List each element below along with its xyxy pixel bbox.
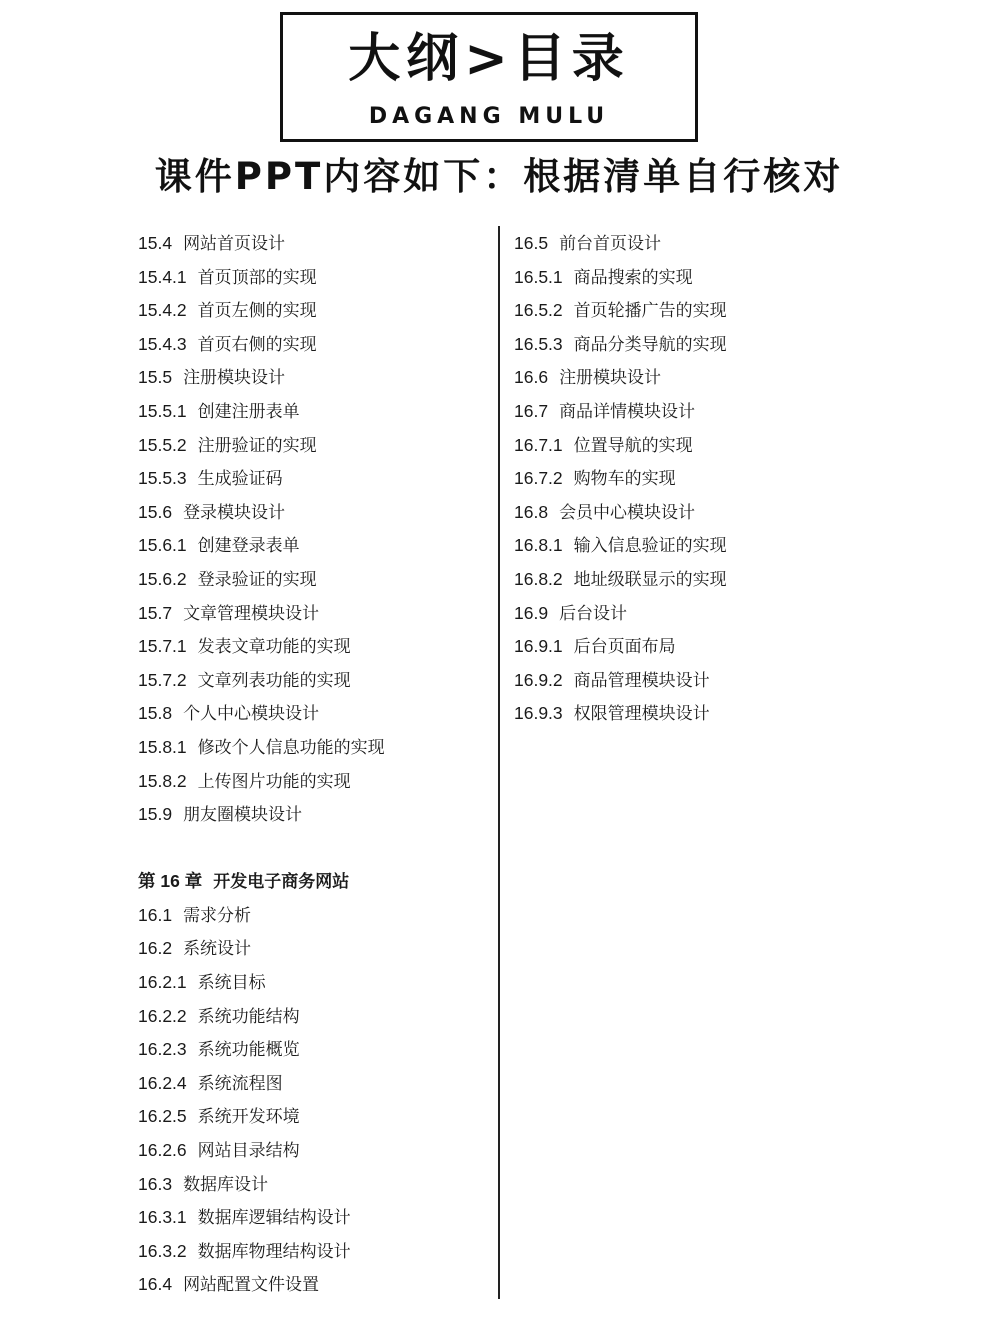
toc-entry-title: 系统功能结构 bbox=[197, 1006, 300, 1027]
toc-entry-number: 15.4.1 bbox=[138, 266, 187, 287]
toc-entry-number: 15.7.1 bbox=[138, 636, 187, 657]
toc-entry bbox=[138, 932, 493, 966]
toc-entry-number: 15.6 bbox=[138, 501, 173, 522]
toc-entry bbox=[138, 697, 493, 731]
toc-entry-title: 购物车的实现 bbox=[573, 469, 676, 490]
toc-entry-title: 系统设计 bbox=[183, 939, 252, 960]
toc-entry bbox=[514, 563, 954, 597]
page-title-pinyin: DAGANG MULU bbox=[368, 104, 610, 129]
toc-entry bbox=[138, 765, 493, 799]
toc-entry-title: 注册模块设计 bbox=[183, 368, 286, 389]
toc-entry-number: 15.7 bbox=[138, 602, 173, 623]
toc-entry-number: 16.3.2 bbox=[138, 1240, 187, 1261]
page-subtitle: 课件PPT内容如下：根据清单自行核对 bbox=[154, 155, 844, 198]
toc-entry-number: 15.9 bbox=[138, 804, 173, 825]
toc-entry-number: 16.9.2 bbox=[514, 669, 563, 690]
toc-entry-title: 商品管理模块设计 bbox=[573, 670, 710, 691]
toc-entry bbox=[514, 395, 954, 429]
toc-entry-title: 首页轮播广告的实现 bbox=[573, 301, 727, 322]
toc-entry-title: 数据库逻辑结构设计 bbox=[197, 1208, 351, 1229]
toc-entry bbox=[138, 496, 493, 530]
toc-entry-number: 15.8.1 bbox=[138, 736, 187, 757]
toc-chapter-title: 开发电子商务网站 bbox=[213, 872, 350, 893]
toc-entry-title: 个人中心模块设计 bbox=[183, 704, 320, 725]
toc-entry-number: 15.6.1 bbox=[138, 535, 187, 556]
toc-left-column bbox=[138, 227, 493, 1302]
toc-entry-number: 16.5.2 bbox=[514, 300, 563, 321]
toc-entry-title: 位置导航的实现 bbox=[573, 435, 693, 456]
toc-entry-title: 商品搜索的实现 bbox=[573, 267, 693, 288]
toc-entry bbox=[514, 227, 954, 261]
toc-entry bbox=[138, 462, 493, 496]
toc-entry-title: 前台首页设计 bbox=[559, 234, 662, 254]
toc-entry-title: 后台设计 bbox=[559, 603, 628, 624]
toc-entry-number: 15.8.2 bbox=[138, 770, 187, 791]
toc-entry-number: 16.5 bbox=[514, 233, 549, 253]
toc-entry-title: 地址级联显示的实现 bbox=[573, 569, 727, 590]
toc-entry-number: 16.2.5 bbox=[138, 1106, 187, 1127]
toc-entry-number: 15.8 bbox=[138, 703, 173, 724]
toc-entry-title: 注册验证的实现 bbox=[197, 435, 317, 456]
toc-entry-title: 数据库物理结构设计 bbox=[197, 1241, 351, 1262]
toc-entry-title: 文章管理模块设计 bbox=[183, 603, 320, 624]
toc-chapter-number: 第 16 章 bbox=[138, 871, 203, 892]
toc-entry bbox=[138, 664, 493, 698]
toc-entry-number: 15.4.3 bbox=[138, 333, 187, 354]
toc-entry-number: 16.9.1 bbox=[514, 636, 563, 657]
toc-entry-number: 15.5.1 bbox=[138, 400, 187, 421]
toc-entry-title: 登录模块设计 bbox=[183, 502, 286, 523]
toc-entry-number: 16.2.6 bbox=[138, 1140, 187, 1161]
toc-entry bbox=[138, 899, 493, 933]
toc-entry-title: 系统目标 bbox=[197, 973, 266, 994]
toc-entry bbox=[514, 361, 954, 395]
toc-entry-title: 文章列表功能的实现 bbox=[197, 670, 351, 691]
toc-entry-number: 16.2.1 bbox=[138, 972, 187, 993]
toc-entry bbox=[138, 1000, 493, 1034]
title-box bbox=[280, 12, 698, 142]
toc-entry-number: 15.5 bbox=[138, 367, 173, 388]
page-title: 大纲>目录 bbox=[348, 29, 630, 89]
toc-entry-number: 15.5.2 bbox=[138, 434, 187, 455]
toc-entry bbox=[138, 395, 493, 429]
toc-entry bbox=[138, 1067, 493, 1101]
toc-entry-number: 16.2.2 bbox=[138, 1005, 187, 1026]
toc-entry-title: 网站目录结构 bbox=[197, 1141, 300, 1162]
toc-entry-title: 后台页面布局 bbox=[573, 637, 676, 658]
toc-entry-title: 系统开发环境 bbox=[197, 1107, 300, 1128]
toc-entry-title: 上传图片功能的实现 bbox=[197, 771, 351, 792]
toc-entry bbox=[138, 261, 493, 295]
toc-entry bbox=[138, 429, 493, 463]
toc-entry-title: 系统功能概览 bbox=[197, 1040, 300, 1061]
toc-entry bbox=[138, 1201, 493, 1235]
toc-entry-title: 需求分析 bbox=[183, 905, 252, 926]
toc-right-column bbox=[514, 227, 954, 731]
toc-entry-number: 16.2.3 bbox=[138, 1039, 187, 1060]
toc-entry-number: 16.9.3 bbox=[514, 703, 563, 724]
toc-entry bbox=[514, 529, 954, 563]
toc-entry-title: 创建注册表单 bbox=[197, 401, 300, 422]
toc-entry bbox=[514, 462, 954, 496]
toc-entry-title: 发表文章功能的实现 bbox=[197, 637, 351, 658]
toc-entry-title: 首页顶部的实现 bbox=[197, 267, 317, 288]
toc-entry-number: 16.4 bbox=[138, 1274, 173, 1295]
toc-entry-number: 16.8.1 bbox=[514, 535, 563, 556]
toc-entry-title: 创建登录表单 bbox=[197, 536, 300, 557]
toc-entry bbox=[514, 664, 954, 698]
toc-entry bbox=[138, 1134, 493, 1168]
toc-entry bbox=[514, 261, 954, 295]
toc-entry-title: 系统流程图 bbox=[197, 1073, 283, 1094]
toc-entry-number: 16.9 bbox=[514, 602, 549, 623]
toc-entry-title: 商品详情模块设计 bbox=[559, 401, 696, 422]
column-divider bbox=[498, 226, 500, 1299]
toc-entry-title: 商品分类导航的实现 bbox=[573, 334, 727, 355]
toc-entry-title: 首页左侧的实现 bbox=[197, 301, 317, 322]
toc-entry bbox=[138, 529, 493, 563]
toc-entry-number: 16.1 bbox=[138, 904, 173, 925]
toc-spacer bbox=[138, 832, 493, 866]
toc-entry-number: 16.7.2 bbox=[514, 468, 563, 489]
toc-entry-title: 首页右侧的实现 bbox=[197, 334, 317, 355]
toc-entry-number: 16.7.1 bbox=[514, 434, 563, 455]
toc-entry-number: 16.6 bbox=[514, 367, 549, 388]
toc-entry-number: 16.2 bbox=[138, 938, 173, 959]
toc-entry bbox=[138, 227, 493, 261]
toc-entry-title: 输入信息验证的实现 bbox=[573, 536, 727, 557]
toc-entry-title: 网站配置文件设置 bbox=[183, 1275, 320, 1296]
toc-entry-number: 16.5.3 bbox=[514, 333, 563, 354]
toc-entry bbox=[514, 630, 954, 664]
toc-entry-number: 15.4.2 bbox=[138, 300, 187, 321]
toc-entry bbox=[138, 630, 493, 664]
toc-chapter-heading bbox=[138, 865, 493, 899]
toc-entry-number: 16.8 bbox=[514, 501, 549, 522]
toc-entry-number: 16.2.4 bbox=[138, 1072, 187, 1093]
toc-entry bbox=[514, 328, 954, 362]
toc-entry-number: 16.3.1 bbox=[138, 1207, 187, 1228]
toc-entry-number: 16.8.2 bbox=[514, 568, 563, 589]
toc-entry-title: 登录验证的实现 bbox=[197, 569, 317, 590]
toc-entry bbox=[138, 966, 493, 1000]
toc-entry-title: 数据库设计 bbox=[183, 1174, 269, 1195]
toc-entry-number: 16.7 bbox=[514, 400, 549, 421]
toc-entry-title: 修改个人信息功能的实现 bbox=[197, 737, 385, 758]
toc-entry-number: 16.5.1 bbox=[514, 266, 563, 287]
toc-entry-number: 16.3 bbox=[138, 1173, 173, 1194]
toc-entry bbox=[138, 798, 493, 832]
toc-entry bbox=[138, 328, 493, 362]
toc-entry bbox=[514, 496, 954, 530]
toc-entry-number: 15.6.2 bbox=[138, 568, 187, 589]
toc-entry-number: 15.5.3 bbox=[138, 468, 187, 489]
toc-entry bbox=[138, 563, 493, 597]
toc-entry bbox=[138, 1268, 493, 1302]
toc-entry-title: 朋友圈模块设计 bbox=[183, 805, 303, 826]
toc-entry-title: 会员中心模块设计 bbox=[559, 502, 696, 523]
toc-entry-number: 15.7.2 bbox=[138, 669, 187, 690]
toc-entry bbox=[514, 597, 954, 631]
toc-entry-title: 注册模块设计 bbox=[559, 368, 662, 389]
toc-entry bbox=[138, 1168, 493, 1202]
toc-entry bbox=[514, 294, 954, 328]
toc-entry bbox=[138, 1100, 493, 1134]
toc-entry bbox=[138, 731, 493, 765]
toc-entry bbox=[514, 697, 954, 731]
toc-entry bbox=[138, 1235, 493, 1269]
toc-entry bbox=[138, 597, 493, 631]
toc-entry bbox=[138, 294, 493, 328]
toc-entry-number: 15.4 bbox=[138, 233, 173, 253]
toc-entry bbox=[138, 361, 493, 395]
toc-entry-title: 生成验证码 bbox=[197, 469, 283, 490]
toc-entry-title: 网站首页设计 bbox=[183, 234, 286, 254]
toc-entry bbox=[514, 429, 954, 463]
toc-entry-title: 权限管理模块设计 bbox=[573, 704, 710, 725]
toc-entry bbox=[138, 1033, 493, 1067]
